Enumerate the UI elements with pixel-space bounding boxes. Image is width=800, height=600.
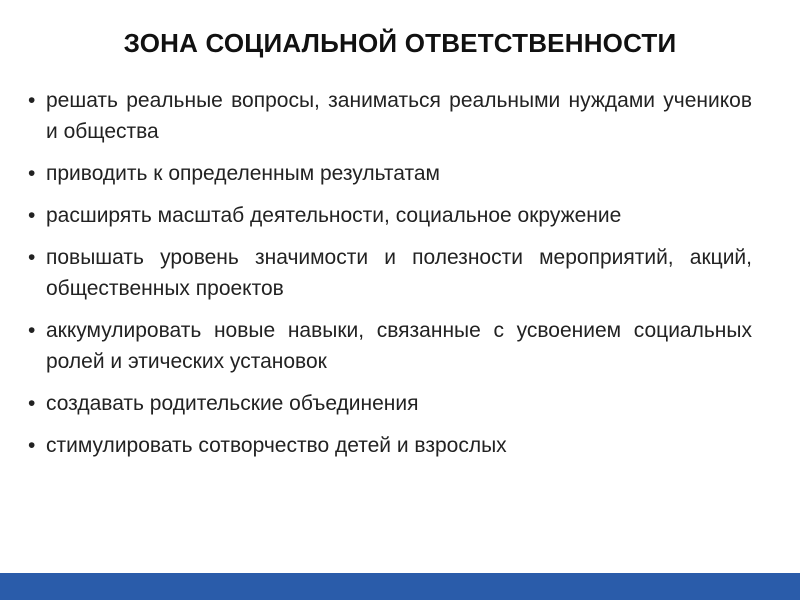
bullet-icon: • — [28, 319, 36, 342]
list-item — [28, 430, 752, 461]
bullet-list — [28, 85, 752, 472]
bullet-icon: • — [28, 392, 36, 415]
list-item — [28, 315, 752, 377]
footer-bar — [0, 573, 800, 600]
bullet-icon: • — [28, 246, 36, 269]
bullet-icon: • — [28, 89, 36, 112]
slide-title: ЗОНА СОЦИАЛЬНОЙ ОТВЕТСТВЕННОСТИ — [123, 28, 677, 58]
list-item-text: повышать уровень значимости и полезности мероприятий, акций, общественных проектов — [46, 246, 752, 300]
bullet-icon: • — [28, 162, 36, 185]
list-item — [28, 242, 752, 304]
bullet-icon: • — [28, 434, 36, 457]
list-item — [28, 85, 752, 147]
list-item — [28, 388, 752, 419]
list-item-text: приводить к определенным результатам — [46, 162, 440, 185]
list-item — [28, 158, 752, 189]
list-item-text: стимулировать сотворчество детей и взрослых — [46, 434, 507, 457]
list-item-text: аккумулировать новые навыки, связанные с усвоением социальных ролей и этических установок — [46, 319, 752, 373]
list-item — [28, 200, 752, 231]
list-item-text: решать реальные вопросы, заниматься реальными нуждами учеников и общества — [46, 89, 752, 143]
list-item-text: расширять масштаб деятельности, социальное окружение — [46, 204, 622, 227]
bullet-icon: • — [28, 204, 36, 227]
list-item-text: создавать родительские объединения — [46, 392, 419, 415]
